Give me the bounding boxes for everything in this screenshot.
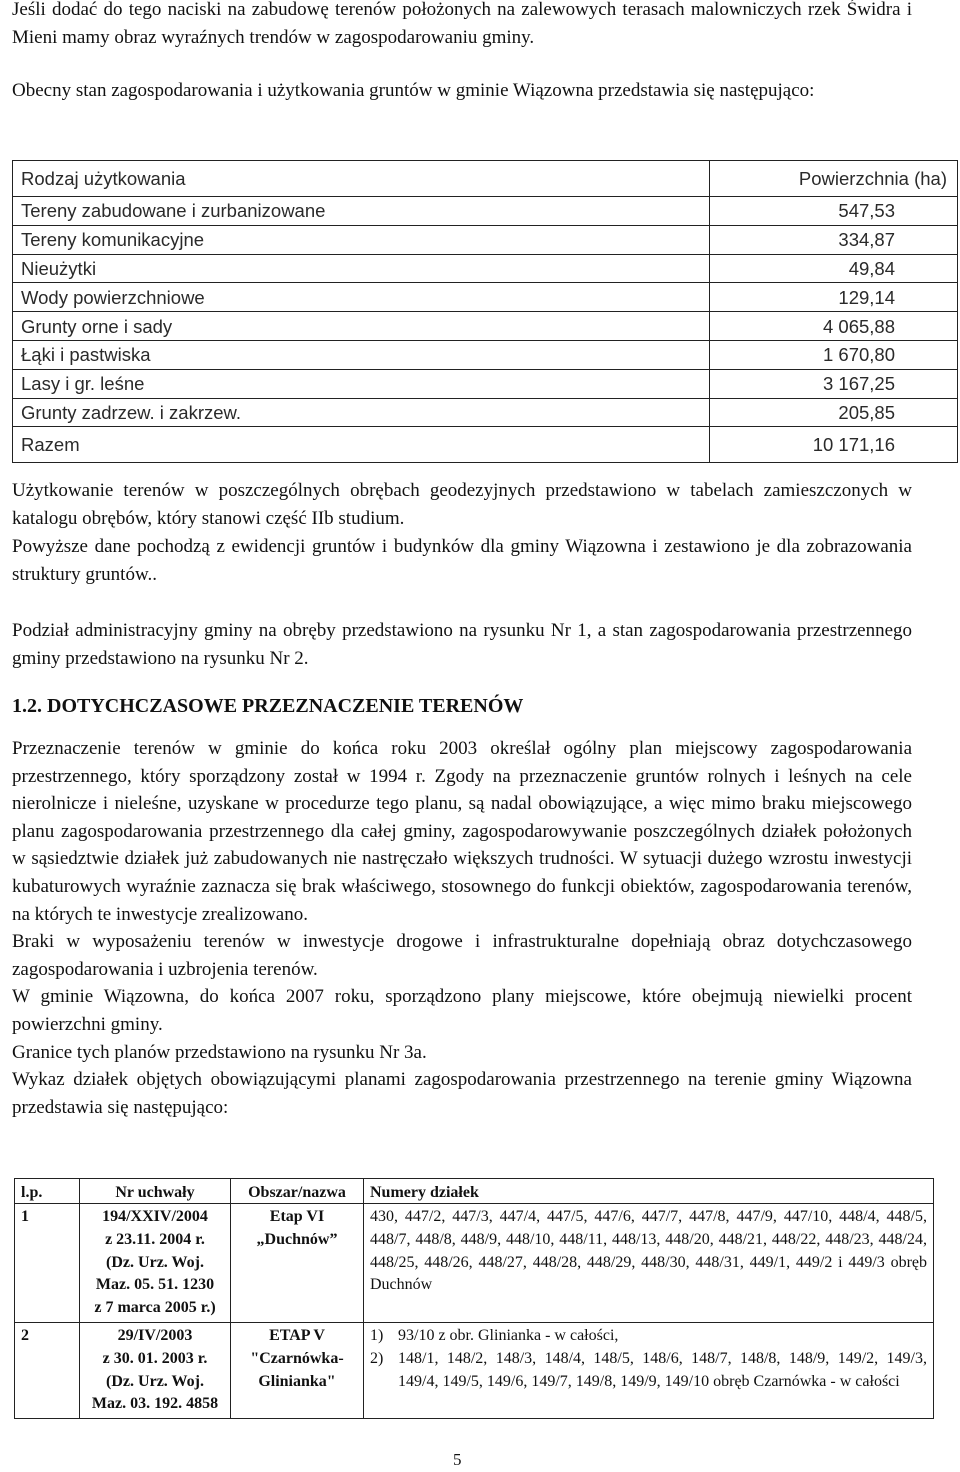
table-row — [15, 1322, 934, 1418]
table-total-row — [13, 427, 958, 463]
table-row — [13, 254, 958, 283]
resolution-line: (Dz. Urz. Woj. — [106, 1253, 204, 1271]
paragraph-current-state: Obecny stan zagospodarowania i użytkowania gruntów w gminie Wiązowna przedstawia się następująco: — [12, 80, 815, 101]
list-item — [370, 1348, 927, 1394]
resolution-line: 194/XXIV/2004 — [102, 1208, 208, 1225]
cell-type: Lasy i gr. leśne — [13, 369, 710, 398]
header-plots: Numery działek — [364, 1179, 934, 1204]
area-line: "Czarnówka- — [250, 1349, 344, 1367]
plans-table — [14, 1178, 934, 1419]
paragraph-plan-history: Przeznaczenie terenów w gminie do końca roku 2003 określał ogólny plan miejscowy zagospodarowania przestrzennego, który sporządzony został w 1994 r. Zgody na przeznaczenie gruntów rolnych i leśnych na cele nierolnicze i nieleśne, uzyskane w procedurze tego planu, są nadal obowiązujące, a więc mimo braku miejscowego planu zagospodarowania przestrzennego dla całej gminy, zagospodarowywanie poszczególnych działek położonych w sąsiedztwie działek już zabudowanych nie nastręczało większych trudności. W sytuacji dużego wzrostu inwestycji kubaturowych wyraźnie zaznacza się brak właściwego, stosownego do funkcji obiektów, zagospodarowania terenów, na których te inwestycje zrealizowano. — [12, 738, 912, 925]
header-lp: l.p. — [15, 1179, 80, 1204]
table-row — [13, 197, 958, 226]
paragraph-local-plans: W gminie Wiązowna, do końca 2007 roku, sporządzono plany miejscowe, które obejmują niewielki procent powierzchni gminy. — [12, 986, 912, 1035]
cell-resolution — [80, 1204, 231, 1323]
table-row — [13, 283, 958, 312]
paragraph-admin-division: Podział administracyjny gminy na obręby przedstawiono na rysunku Nr 1, a stan zagospodarowania przestrzennego gminy przedstawiono na rysunku Nr 2. — [12, 620, 912, 669]
page-number: 5 — [453, 1450, 462, 1469]
header-area-name: Obszar/nazwa — [231, 1179, 364, 1204]
cell-type: Nieużytki — [13, 254, 710, 283]
cell-area-name — [231, 1322, 364, 1418]
paragraph-plan-boundaries: Granice tych planów przedstawiono na rysunku Nr 3a. — [12, 1041, 427, 1063]
header-type: Rodzaj użytkowania — [13, 161, 710, 197]
paragraph-infrastructure: Braki w wyposażeniu terenów w inwestycje drogowe i infrastrukturalne dopełniają obraz dotychczasowego zagospodarowania i uzbrojenia terenów. — [12, 931, 912, 980]
resolution-line: z 23.11. 2004 r. — [105, 1230, 205, 1248]
resolution-line: 29/IV/2003 — [117, 1326, 193, 1344]
paragraph-intro: Jeśli dodać do tego naciski na zabudowę terenów położonych na zalewowych terasach malowniczych rzek Świdra i Mieni mamy obraz wyraźnych trendów w zagospodarowaniu gminy. — [12, 0, 912, 48]
area-line: Etap VI — [269, 1208, 325, 1225]
resolution-line: (Dz. Urz. Woj. — [106, 1372, 204, 1390]
section-body — [12, 735, 912, 1121]
area-line: Glinianka" — [258, 1372, 336, 1390]
table-row — [13, 369, 958, 398]
header-resolution: Nr uchwały — [80, 1179, 231, 1204]
cell-area: 547,53 — [710, 197, 958, 226]
table-row — [15, 1204, 934, 1323]
land-use-table — [12, 160, 958, 463]
cell-type: Łąki i pastwiska — [13, 340, 710, 369]
list-text: 148/1, 148/2, 148/3, 148/4, 148/5, 148/6, 148/7, 148/8, 148/9, 149/2, 149/3, 149/4, 149/5, 149/6, 149/7, 149/8, 149/9, 149/10 obręb Czarnówka - w całości — [398, 1349, 927, 1390]
list-number: 2) — [370, 1349, 384, 1367]
cell-type: Tereny zabudowane i zurbanizowane — [13, 197, 710, 226]
cell-area: 1 670,80 — [710, 340, 958, 369]
cell-area: 205,85 — [710, 398, 958, 427]
total-area: 10 171,16 — [710, 427, 958, 463]
paragraph-usage-catalog: Użytkowanie terenów w poszczególnych obrębach geodezyjnych przedstawiono w tabelach zamieszczonych w katalogu obrębów, który stanowi część IIb studium. — [12, 480, 912, 529]
table-header-row — [13, 161, 958, 197]
list-number: 1) — [370, 1326, 384, 1344]
table-row — [13, 340, 958, 369]
total-label: Razem — [13, 427, 710, 463]
paragraph-data-source: Powyższe dane pochodzą z ewidencji gruntów i budynków dla gminy Wiązowna i zestawiono je dla zobrazowania struktury gruntów.. — [12, 536, 912, 585]
cell-area: 49,84 — [710, 254, 958, 283]
cell-type: Wody powierzchniowe — [13, 283, 710, 312]
cell-plots: 430, 447/2, 447/3, 447/4, 447/5, 447/6, 447/7, 447/8, 447/9, 447/10, 448/4, 448/5, 448/7, 448/8, 448/9, 448/10, 448/11, 448/13, 448/20, 448/21, 448/22, 448/23, 448/24, 448/25, 448/26, 448/27, 448/28, 448/29, 448/30, 448/31, 449/1, 449/2 i 449/3 obręb Duchnów — [364, 1204, 934, 1323]
cell-lp: 1 — [15, 1204, 80, 1323]
cell-type: Grunty orne i sady — [13, 312, 710, 341]
header-area: Powierzchnia (ha) — [710, 161, 958, 197]
resolution-line: Maz. 03. 192. 4858 — [91, 1395, 219, 1413]
list-text: 93/10 z obr. Glinianka - w całości, — [398, 1326, 619, 1344]
list-item — [370, 1325, 927, 1348]
cell-area: 3 167,25 — [710, 369, 958, 398]
cell-resolution — [80, 1322, 231, 1418]
table-row — [13, 398, 958, 427]
cell-lp: 2 — [15, 1322, 80, 1418]
area-line: „Duchnów” — [256, 1230, 338, 1248]
paragraph-plot-list-intro: Wykaz działek objętych obowiązującymi planami zagospodarowania przestrzennego na terenie gminy Wiązowna przedstawia się następująco: — [12, 1069, 912, 1118]
cell-area: 129,14 — [710, 283, 958, 312]
cell-plots — [364, 1322, 934, 1418]
resolution-line: z 7 marca 2005 r.) — [94, 1299, 216, 1317]
area-line: ETAP V — [269, 1326, 325, 1344]
resolution-line: Maz. 05. 51. 1230 — [95, 1276, 215, 1294]
cell-type: Tereny komunikacyjne — [13, 225, 710, 254]
table-row — [13, 312, 958, 341]
table-row — [13, 225, 958, 254]
resolution-line: z 30. 01. 2003 r. — [102, 1349, 208, 1367]
section-heading: 1.2. DOTYCHCZASOWE PRZEZNACZENIE TERENÓW — [12, 695, 524, 717]
cell-area: 4 065,88 — [710, 312, 958, 341]
cell-area: 334,87 — [710, 225, 958, 254]
cell-area-name — [231, 1204, 364, 1323]
plans-header-row — [15, 1179, 934, 1204]
cell-type: Grunty zadrzew. i zakrzew. — [13, 398, 710, 427]
